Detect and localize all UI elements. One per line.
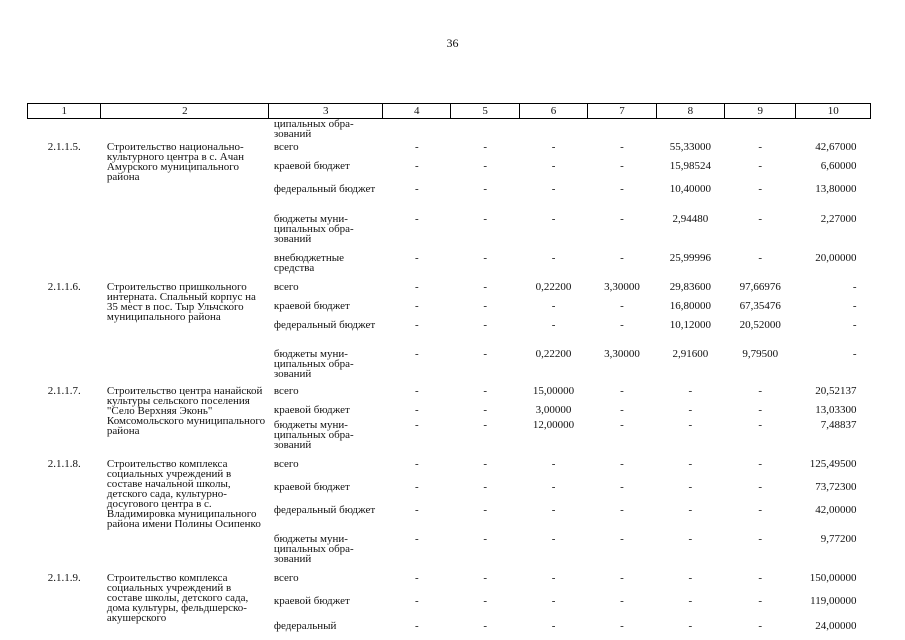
column-header: 2 bbox=[101, 104, 269, 119]
value-cell: - bbox=[758, 183, 763, 195]
table-row bbox=[28, 456, 871, 479]
value-cell: - bbox=[551, 213, 556, 225]
value-cell: - bbox=[758, 458, 763, 470]
value-cell: - bbox=[414, 595, 419, 607]
row-name: Строительство центра нанайской культуры сельского поселения "Село Верхняя Эконь" Комсомольского муниципального района bbox=[106, 385, 266, 437]
funding-source: краевой бюджет bbox=[273, 404, 350, 416]
value-cell: - bbox=[414, 572, 419, 584]
value-cell: 119,00000 bbox=[810, 595, 857, 607]
value-cell: - bbox=[758, 533, 763, 545]
value-cell: 3,00000 bbox=[535, 404, 572, 416]
row-name: Строительство комплекса социальных учреждений в составе начальной школы, детского сада, культурно-досугового центра в с. Владимировка муниципального района имени Полины Осипенко bbox=[106, 458, 261, 530]
value-cell: 73,72300 bbox=[815, 481, 857, 493]
value-cell: - bbox=[852, 281, 857, 293]
value-cell: - bbox=[758, 385, 763, 397]
value-cell: - bbox=[414, 281, 419, 293]
value-cell: - bbox=[620, 252, 624, 264]
value-cell bbox=[796, 119, 871, 140]
value-cell: - bbox=[620, 419, 624, 431]
funding-source: федеральный бюджет bbox=[273, 319, 376, 331]
budget-table bbox=[27, 103, 871, 635]
value-cell: - bbox=[414, 504, 419, 516]
funding-source: бюджеты муни-ципальных обра-зований bbox=[273, 533, 354, 565]
value-cell: - bbox=[620, 300, 624, 312]
value-cell: - bbox=[620, 385, 624, 397]
value-cell: - bbox=[414, 348, 419, 360]
value-cell: 9,77200 bbox=[820, 533, 857, 545]
value-cell bbox=[383, 119, 451, 140]
value-cell: - bbox=[852, 348, 857, 360]
row-code: 2.1.1.6. bbox=[47, 281, 81, 293]
funding-source: всего bbox=[273, 281, 299, 293]
column-header: 5 bbox=[451, 104, 519, 119]
row-name: Строительство национально-культурного центра в с. Ачан Амурского муниципального района bbox=[106, 141, 245, 183]
value-cell: - bbox=[551, 481, 556, 493]
value-cell: - bbox=[688, 385, 693, 397]
value-cell: - bbox=[758, 595, 763, 607]
funding-source: всего bbox=[273, 572, 299, 584]
value-cell bbox=[725, 119, 796, 140]
value-cell: - bbox=[551, 252, 556, 264]
value-cell: 0,22200 bbox=[535, 348, 572, 360]
funding-source: всего bbox=[273, 458, 299, 470]
value-cell: - bbox=[414, 458, 419, 470]
column-header: 9 bbox=[725, 104, 796, 119]
value-cell: 125,49500 bbox=[809, 458, 857, 470]
value-cell: - bbox=[483, 620, 487, 632]
value-cell: 2,94480 bbox=[672, 213, 709, 225]
value-cell: 20,52137 bbox=[815, 385, 857, 397]
value-cell: 13,80000 bbox=[815, 183, 857, 195]
column-header: 4 bbox=[383, 104, 451, 119]
value-cell: 2,91600 bbox=[672, 348, 709, 360]
funding-source: всего bbox=[273, 141, 299, 153]
value-cell: - bbox=[483, 533, 487, 545]
value-cell: - bbox=[414, 300, 419, 312]
value-cell: - bbox=[620, 620, 624, 632]
value-cell: - bbox=[483, 213, 487, 225]
value-cell bbox=[588, 119, 656, 140]
funding-source: краевой бюджет bbox=[273, 300, 350, 312]
value-cell: - bbox=[483, 404, 487, 416]
value-cell: - bbox=[620, 504, 624, 516]
value-cell: - bbox=[414, 404, 419, 416]
value-cell: 97,66976 bbox=[739, 281, 781, 293]
value-cell: - bbox=[483, 385, 487, 397]
value-cell: - bbox=[483, 595, 487, 607]
value-cell: - bbox=[414, 481, 419, 493]
table-row bbox=[28, 383, 871, 402]
funding-source: внебюджетные средства bbox=[273, 252, 345, 274]
value-cell: 150,00000 bbox=[809, 572, 857, 584]
value-cell: - bbox=[414, 213, 419, 225]
value-cell: - bbox=[620, 595, 624, 607]
funding-source: бюджеты муни-ципальных обра-зований bbox=[273, 419, 354, 451]
value-cell: - bbox=[483, 160, 487, 172]
table-row bbox=[28, 119, 871, 140]
value-cell: 7,48837 bbox=[820, 419, 857, 431]
value-cell: - bbox=[758, 504, 763, 516]
value-cell: - bbox=[688, 481, 693, 493]
value-cell: - bbox=[414, 620, 419, 632]
row-code: 2.1.1.7. bbox=[47, 385, 81, 397]
value-cell: - bbox=[414, 533, 419, 545]
value-cell: - bbox=[414, 319, 419, 331]
value-cell: - bbox=[688, 404, 693, 416]
value-cell: - bbox=[688, 458, 693, 470]
value-cell: - bbox=[852, 319, 857, 331]
value-cell: 55,33000 bbox=[669, 141, 711, 153]
funding-source: бюджеты муни-ципальных обра-зований bbox=[273, 213, 354, 245]
funding-source: ципальных обра- зований bbox=[273, 118, 354, 140]
row-code: 2.1.1.5. bbox=[47, 141, 81, 153]
value-cell: - bbox=[414, 141, 419, 153]
row-name bbox=[101, 119, 269, 140]
value-cell: 12,00000 bbox=[532, 419, 575, 431]
value-cell: - bbox=[551, 620, 556, 632]
value-cell: - bbox=[758, 141, 763, 153]
value-cell: - bbox=[758, 404, 763, 416]
funding-source: федеральный bbox=[273, 620, 337, 632]
funding-source: краевой бюджет bbox=[273, 160, 350, 172]
value-cell: 42,00000 bbox=[815, 504, 857, 516]
value-cell: - bbox=[483, 281, 487, 293]
value-cell: - bbox=[758, 419, 763, 431]
value-cell: - bbox=[414, 419, 419, 431]
value-cell: - bbox=[551, 183, 556, 195]
value-cell: - bbox=[551, 504, 556, 516]
value-cell: - bbox=[414, 252, 419, 264]
funding-source: бюджеты муни-ципальных обра-зований bbox=[273, 348, 354, 380]
value-cell: - bbox=[551, 572, 556, 584]
row-code bbox=[28, 119, 101, 140]
value-cell: - bbox=[551, 319, 556, 331]
funding-source: всего bbox=[273, 385, 299, 397]
value-cell: - bbox=[688, 504, 693, 516]
column-header: 3 bbox=[269, 104, 383, 119]
value-cell: - bbox=[483, 481, 487, 493]
value-cell: 9,79500 bbox=[742, 348, 779, 360]
value-cell: - bbox=[758, 481, 763, 493]
value-cell: - bbox=[758, 572, 763, 584]
value-cell: - bbox=[551, 533, 556, 545]
value-cell: - bbox=[414, 183, 419, 195]
value-cell: 20,00000 bbox=[815, 252, 857, 264]
value-cell: - bbox=[620, 141, 624, 153]
value-cell: - bbox=[758, 160, 763, 172]
value-cell: 25,99996 bbox=[669, 252, 711, 264]
value-cell: - bbox=[483, 458, 487, 470]
value-cell: 6,60000 bbox=[820, 160, 857, 172]
value-cell: 10,40000 bbox=[669, 183, 711, 195]
value-cell: - bbox=[483, 141, 487, 153]
table-row bbox=[28, 279, 871, 298]
table-body bbox=[28, 119, 871, 636]
column-header: 7 bbox=[588, 104, 656, 119]
value-cell: - bbox=[551, 300, 556, 312]
value-cell: - bbox=[551, 141, 556, 153]
value-cell: 3,30000 bbox=[604, 281, 640, 293]
value-cell: - bbox=[620, 481, 624, 493]
value-cell: 67,35476 bbox=[739, 300, 781, 312]
value-cell: - bbox=[620, 458, 624, 470]
value-cell bbox=[656, 119, 724, 140]
value-cell: - bbox=[483, 183, 487, 195]
funding-source: федеральный бюджет bbox=[273, 504, 376, 516]
value-cell bbox=[519, 119, 587, 140]
value-cell: - bbox=[688, 533, 693, 545]
value-cell: - bbox=[852, 300, 857, 312]
funding-source: краевой бюджет bbox=[273, 595, 350, 607]
value-cell: 42,67000 bbox=[815, 141, 857, 153]
value-cell: - bbox=[551, 595, 556, 607]
value-cell: 24,00000 bbox=[815, 620, 857, 632]
value-cell: 20,52000 bbox=[739, 319, 781, 331]
column-header: 1 bbox=[28, 104, 101, 119]
value-cell: - bbox=[483, 419, 487, 431]
value-cell bbox=[451, 119, 519, 140]
value-cell: - bbox=[758, 213, 763, 225]
value-cell: - bbox=[551, 160, 556, 172]
value-cell: - bbox=[483, 300, 487, 312]
value-cell: - bbox=[620, 183, 624, 195]
column-header: 10 bbox=[796, 104, 871, 119]
value-cell: - bbox=[758, 252, 763, 264]
value-cell: - bbox=[483, 252, 487, 264]
row-code: 2.1.1.8. bbox=[47, 458, 81, 470]
value-cell: 10,12000 bbox=[669, 319, 711, 331]
value-cell: 3,30000 bbox=[604, 348, 640, 360]
table-row bbox=[28, 570, 871, 593]
value-cell: - bbox=[620, 533, 624, 545]
value-cell: - bbox=[688, 595, 693, 607]
value-cell: - bbox=[620, 404, 624, 416]
value-cell: - bbox=[414, 160, 419, 172]
value-cell: - bbox=[620, 572, 624, 584]
column-header: 8 bbox=[656, 104, 724, 119]
value-cell: - bbox=[688, 572, 693, 584]
page-number: 36 bbox=[446, 36, 459, 50]
value-cell: - bbox=[758, 620, 763, 632]
funding-source: краевой бюджет bbox=[273, 481, 350, 493]
value-cell: - bbox=[620, 319, 624, 331]
row-name: Строительство пришкольного интерната. Спальный корпус на 35 мест в пос. Тыр Ульчского муниципального района bbox=[106, 281, 256, 323]
column-header: 6 bbox=[519, 104, 587, 119]
table-row bbox=[28, 139, 871, 158]
value-cell: - bbox=[483, 504, 487, 516]
value-cell: - bbox=[483, 319, 487, 331]
value-cell: - bbox=[483, 348, 487, 360]
value-cell: - bbox=[620, 160, 624, 172]
value-cell: 15,00000 bbox=[532, 385, 575, 397]
value-cell: - bbox=[414, 385, 419, 397]
value-cell: 15,98524 bbox=[669, 160, 711, 172]
value-cell: - bbox=[688, 419, 693, 431]
value-cell: - bbox=[620, 213, 624, 225]
value-cell: 13,03300 bbox=[815, 404, 857, 416]
value-cell: - bbox=[551, 458, 556, 470]
column-number-header bbox=[28, 104, 871, 119]
value-cell: - bbox=[688, 620, 693, 632]
value-cell: 2,27000 bbox=[820, 213, 857, 225]
value-cell: 16,80000 bbox=[669, 300, 711, 312]
value-cell: 0,22200 bbox=[535, 281, 572, 293]
row-name: Строительство комплекса социальных учреждений в составе школы, детского сада, дома культуры, фельдшерско-акушерского bbox=[106, 572, 249, 624]
value-cell: - bbox=[483, 572, 487, 584]
funding-source: федеральный бюджет bbox=[273, 183, 376, 195]
row-code: 2.1.1.9. bbox=[47, 572, 81, 584]
value-cell: 29,83600 bbox=[669, 281, 711, 293]
